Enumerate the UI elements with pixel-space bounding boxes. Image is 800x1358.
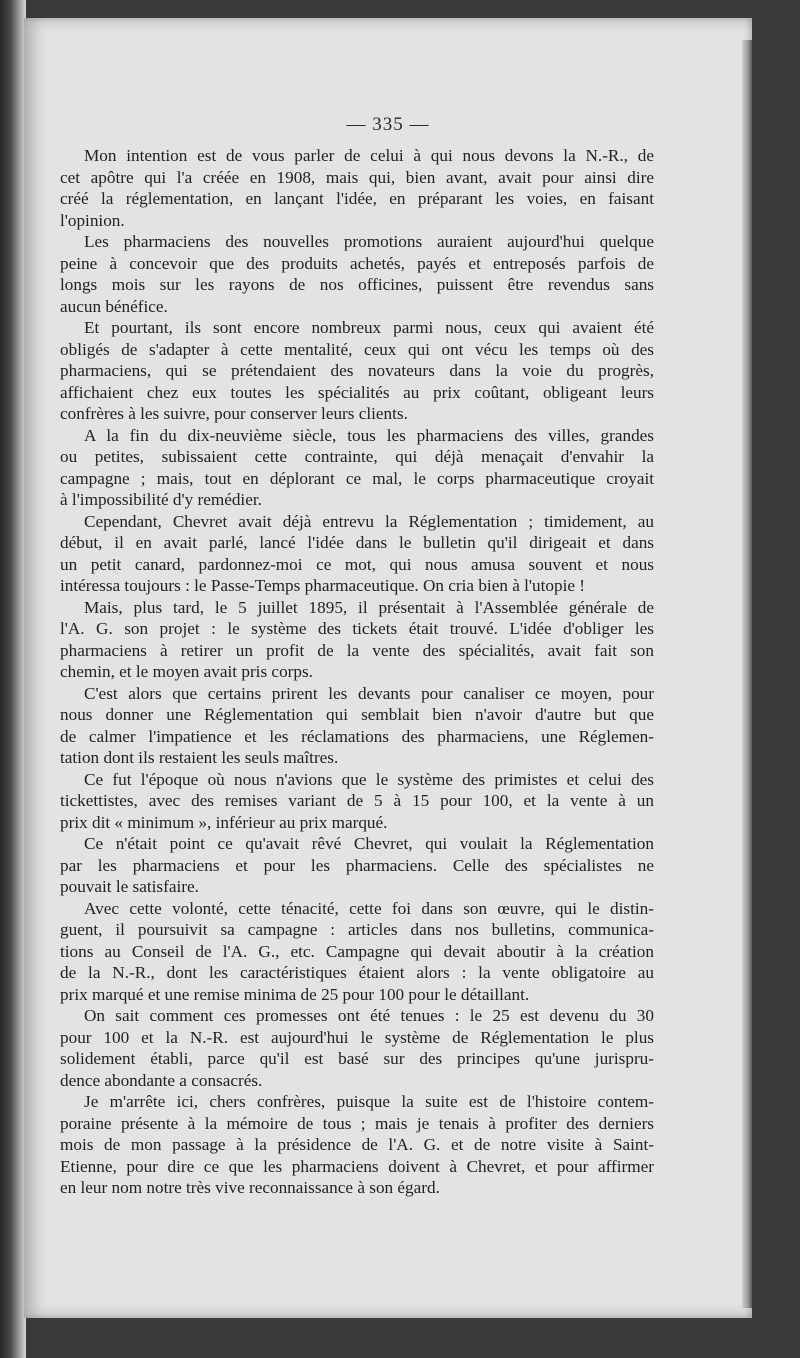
paragraph [60,833,654,898]
text-line: Cependant, Chevret avait déjà entrevu la Réglementation ; timidement, au [84,511,654,531]
text-line: nous donner une Réglementation qui semblait bien n'avoir d'autre but que [60,705,654,724]
text-line: à l'impossibilité d'y remédier. [60,490,262,509]
text-line: tions au Conseil de l'A. G., etc. Campagne qui devait aboutir à la création [60,941,654,961]
text-line: C'est alors que certains prirent les devants pour canaliser ce moyen, pour [84,683,654,703]
text-line: l'A. G. son projet : le système des tickets était trouvé. L'idée d'obliger les [60,619,654,638]
text-line: dence abondante a consacrés. [60,1070,263,1090]
text-line: intéressa toujours : le Passe-Temps pharmaceutique. On cria bien à l'utopie ! [60,576,585,595]
text-line: ou petites, subissaient cette contrainte, qui déjà menaçait d'envahir la [60,447,654,466]
text-line: début, il en avait parlé, lancé l'idée dans le bulletin qu'il dirigeait et dans [60,533,654,552]
book-page [24,18,752,1318]
text-line: pharmaciens à retirer un profit de la vente des spécialités, avait fait son [60,640,654,660]
paragraph [60,898,654,1006]
text-line: Etienne, pour dire ce que les pharmaciens doivent à Chevret, et pour affirmer [60,1156,654,1176]
text-line: campagne ; mais, tout en déplorant ce mal, le corps pharmaceutique croyait [60,468,654,488]
text-line: On sait comment ces promesses ont été tenues : le 25 est devenu du 30 [84,1006,654,1025]
text-line: Mais, plus tard, le 5 juillet 1895, il présentait à l'Assemblée générale de [84,597,654,617]
text-line: solidement établi, parce qu'il est basé sur des principes qu'une jurispru- [60,1049,654,1068]
paragraph [60,145,654,231]
text-line: de calmer l'impatience et les réclamations des pharmaciens, une Réglemen- [60,726,654,746]
text-line: Et pourtant, ils sont encore nombreux parmi nous, ceux qui avaient été [84,318,654,337]
page-edge [742,40,752,1308]
text-line: Je m'arrête ici, chers confrères, puisque la suite est de l'histoire contem- [84,1092,654,1111]
text-line: prix dit « minimum », inférieur au prix marqué. [60,812,388,832]
text-line: l'opinion. [60,210,125,230]
book-spine-shadow [0,0,26,1358]
text-line: Ce fut l'époque où nous n'avions que le système des primistes et celui des [84,769,654,789]
text-line: en leur nom notre très vive reconnaissance à son égard. [60,1178,440,1197]
text-line: confrères à les suivre, pour conserver leurs clients. [60,404,408,423]
paragraph [60,425,654,511]
paragraph [60,769,654,834]
page-number: — 335 — [346,114,430,135]
text-line: Ce n'était point ce qu'avait rêvé Chevret, qui voulait la Réglementation [84,834,654,853]
text-line: chemin, et le moyen avait pris corps. [60,662,313,681]
paragraph [60,683,654,769]
paragraph [60,511,654,597]
text-line: poraine présente à la mémoire de tous ; mais je tenais à profiter des derniers [60,1113,654,1133]
text-line: obligés de s'adapter à cette mentalité, ceux qui ont vécu les temps où des [60,339,654,359]
text-line: pour 100 et la N.-R. est aujourd'hui le système de Réglementation le plus [60,1027,654,1047]
text-line: mois de mon passage à la présidence de l'A. G. et de notre visite à Saint- [60,1135,654,1154]
paragraph [60,317,654,425]
text-line: longs mois sur les rayons de nos officines, puissent être revendus sans [60,275,654,294]
text-line: guent, il poursuivit sa campagne : articles dans nos bulletins, communica- [60,920,654,939]
text-line: affichaient chez eux toutes les spécialités au prix coûtant, obligeant leurs [60,382,654,402]
text-line: pouvait le satisfaire. [60,877,199,896]
text-line: Mon intention est de vous parler de celui à qui nous devons la N.-R., de [84,146,654,165]
text-line: Avec cette volonté, cette ténacité, cette foi dans son œuvre, qui le distin- [84,898,654,918]
text-line: cet apôtre qui l'a créée en 1908, mais qui, bien avant, avait pour ainsi dire [60,167,654,187]
text-line: peine à concevoir que des produits achetés, payés et entreposés parfois de [60,253,654,273]
text-line: aucun bénéfice. [60,296,168,316]
text-line: pharmaciens, qui se prétendaient des novateurs dans la voie du progrès, [60,361,654,380]
text-line: prix marqué et une remise minima de 25 pour 100 pour le détaillant. [60,984,530,1004]
body-text [60,145,654,1199]
text-line: tickettistes, avec des remises variant de 5 à 15 pour 100, et la vente à un [60,791,654,810]
paragraph [60,1005,654,1091]
text-line: créé la réglementation, en lançant l'idée, en préparant les voies, en faisant [60,189,654,208]
text-line: Les pharmaciens des nouvelles promotions auraient aujourd'hui quelque [84,232,654,251]
paragraph [60,1091,654,1199]
paragraph [60,597,654,683]
paragraph [60,231,654,317]
text-line: par les pharmaciens et pour les pharmaciens. Celle des spécialistes ne [60,855,654,875]
text-line: un petit canard, pardonnez-moi ce mot, qui nous amusa souvent et nous [60,554,654,574]
text-line: de la N.-R., dont les caractéristiques étaient alors : la vente obligatoire au [60,963,654,982]
text-line: A la fin du dix-neuvième siècle, tous les pharmaciens des villes, grandes [84,425,654,445]
text-line: tation dont ils restaient les seuls maîtres. [60,748,339,767]
